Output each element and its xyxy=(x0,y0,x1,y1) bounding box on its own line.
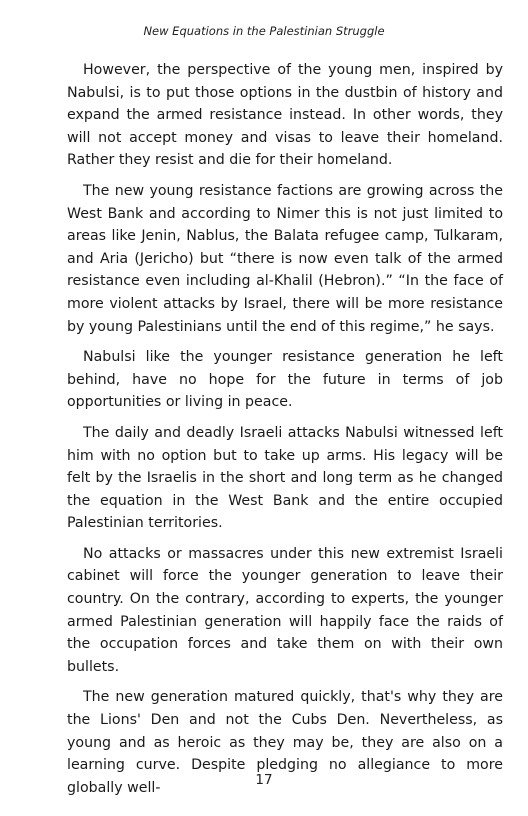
paragraph: The daily and deadly Israeli attacks Nabulsi witnessed left him with no option but to take up arms. His legacy will be felt by the Israelis in the short and long term as he changed the equation in the West Bank and the entire occupied Palestinian territories. xyxy=(67,424,503,532)
paragraph: The new generation matured quickly, that's why they are the Lions' Den and not the Cubs Den. Nevertheless, as young and as heroic as they may be, they are also on a learning curve. Despite pledging no allegiance to more globally well- xyxy=(67,689,503,796)
paragraph: The new young resistance factions are growing across the West Bank and according to Nimer this is not just limited to areas like Jenin, Nablus, the Balata refugee camp, Tulkaram, and Aria (Jericho) but “there is now even talk of the armed resistance even including al-Khalil (Hebron).” “In the face of more violent attacks by Israel, there will be more resistance by young Palestinians until the end of this regime,” he says. xyxy=(67,182,503,335)
running-header: New Equations in the Palestinian Struggle xyxy=(143,24,385,38)
paragraph: No attacks or massacres under this new extremist Israeli cabinet will force the younger generation to leave their country. On the contrary, according to experts, the younger armed Palestinian generation will happily face the raids of the occupation forces and take them on with their own bullets. xyxy=(67,545,503,675)
paragraph: Nabulsi like the younger resistance generation he left behind, have no hope for the future in terms of job opportunities or living in peace. xyxy=(67,349,503,411)
body-text xyxy=(67,59,503,807)
page-number: 17 xyxy=(255,772,273,788)
paragraph: However, the perspective of the young men, inspired by Nabulsi, is to put those options in the dustbin of history and expand the armed resistance instead. In other words, they will not accept money and visas to leave their homeland. Rather they resist and die for their homeland. xyxy=(67,62,503,169)
